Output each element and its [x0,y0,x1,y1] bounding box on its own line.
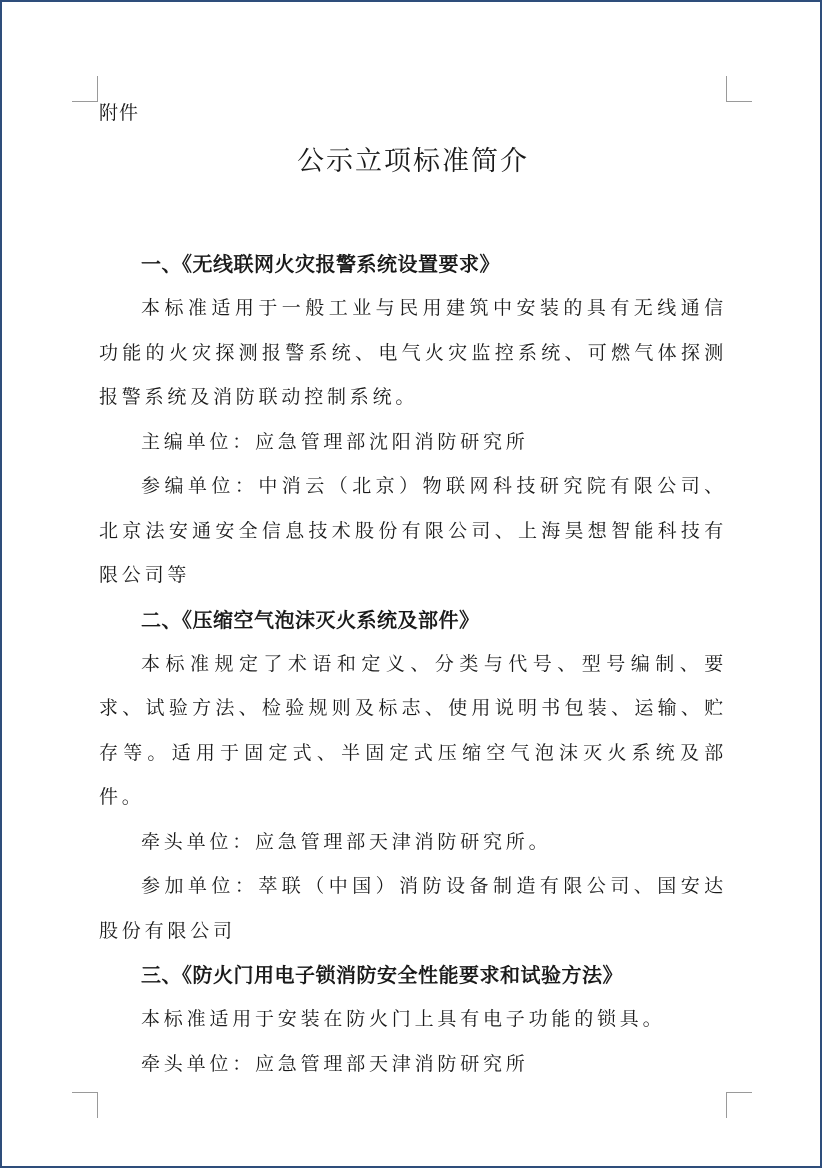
section-heading: 二、《压缩空气泡沫灭火系统及部件》 [141,607,480,632]
section-1 [99,242,727,598]
section-heading: 一、《无线联网火灾报警系统设置要求》 [141,252,500,276]
document-page [2,2,820,1166]
attachment-label: 附件 [99,102,140,124]
section-paragraph: 本标准规定了术语和定义、分类与代号、型号编制、要求、试验方法、检验规则及标志、使用说明书包装、运输、贮存等。适用于固定式、半固定式压缩空气泡沫灭火系统及部件。 [99,652,727,808]
section-paragraph: 牵头单位：应急管理部天津消防研究所。 [141,830,552,853]
document-body [99,98,727,1086]
section-paragraph: 本标准适用于一般工业与民用建筑中安装的具有无线通信功能的火灾探测报警系统、电气火灾监控系统、可燃气体探测报警系统及消防联动控制系统。 [99,297,727,408]
section-2 [99,598,727,954]
section-paragraph: 本标准适用于安装在防火门上具有电子功能的锁具。 [141,1008,666,1030]
section-paragraph: 参编单位：中消云（北京）物联网科技研究院有限公司、北京法安通安全信息技术股份有限公司、上海昊想智能科技有限公司等 [99,475,727,586]
page-title: 公示立项标准简介 [297,146,529,177]
section-paragraph: 主编单位：应急管理部沈阳消防研究所 [141,430,529,453]
section-paragraph: 牵头单位：应急管理部天津消防研究所 [141,1052,529,1075]
section-heading: 三、《防火门用电子锁消防安全性能要求和试验方法》 [141,963,623,987]
section-paragraph: 参加单位：萃联（中国）消防设备制造有限公司、国安达股份有限公司 [99,875,727,942]
section-3 [99,953,727,1086]
